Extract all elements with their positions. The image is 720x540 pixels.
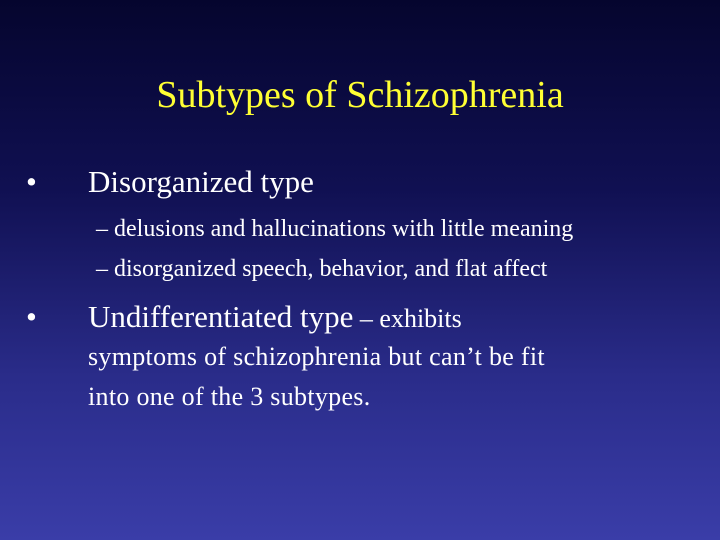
- sub-item-delusions: [96, 214, 573, 244]
- bullet-dot: •: [26, 164, 37, 199]
- sub-item-text: disorganized speech, behavior, and flat affect: [114, 256, 548, 282]
- bullet-disorganized-type: [26, 164, 314, 200]
- bullet-undifferentiated-type: [26, 299, 462, 337]
- sub-item-disorganized-speech: [96, 254, 547, 284]
- bullet-text: Disorganized type: [88, 164, 314, 199]
- dash-symbol: –: [96, 256, 108, 282]
- slide-title: Subtypes of Schizophrenia: [156, 74, 564, 116]
- bullet-dot: •: [26, 299, 37, 334]
- bullet-inline-text: – exhibits: [353, 304, 462, 333]
- bullet-continuation-line-2: into one of the 3 subtypes.: [88, 382, 371, 411]
- bullet-text: Undifferentiated type: [88, 299, 354, 334]
- sub-item-text: delusions and hallucinations with little meaning: [114, 216, 574, 242]
- bullet-continuation-line-1: symptoms of schizophrenia but can’t be fit: [88, 342, 545, 371]
- dash-symbol: –: [96, 216, 108, 242]
